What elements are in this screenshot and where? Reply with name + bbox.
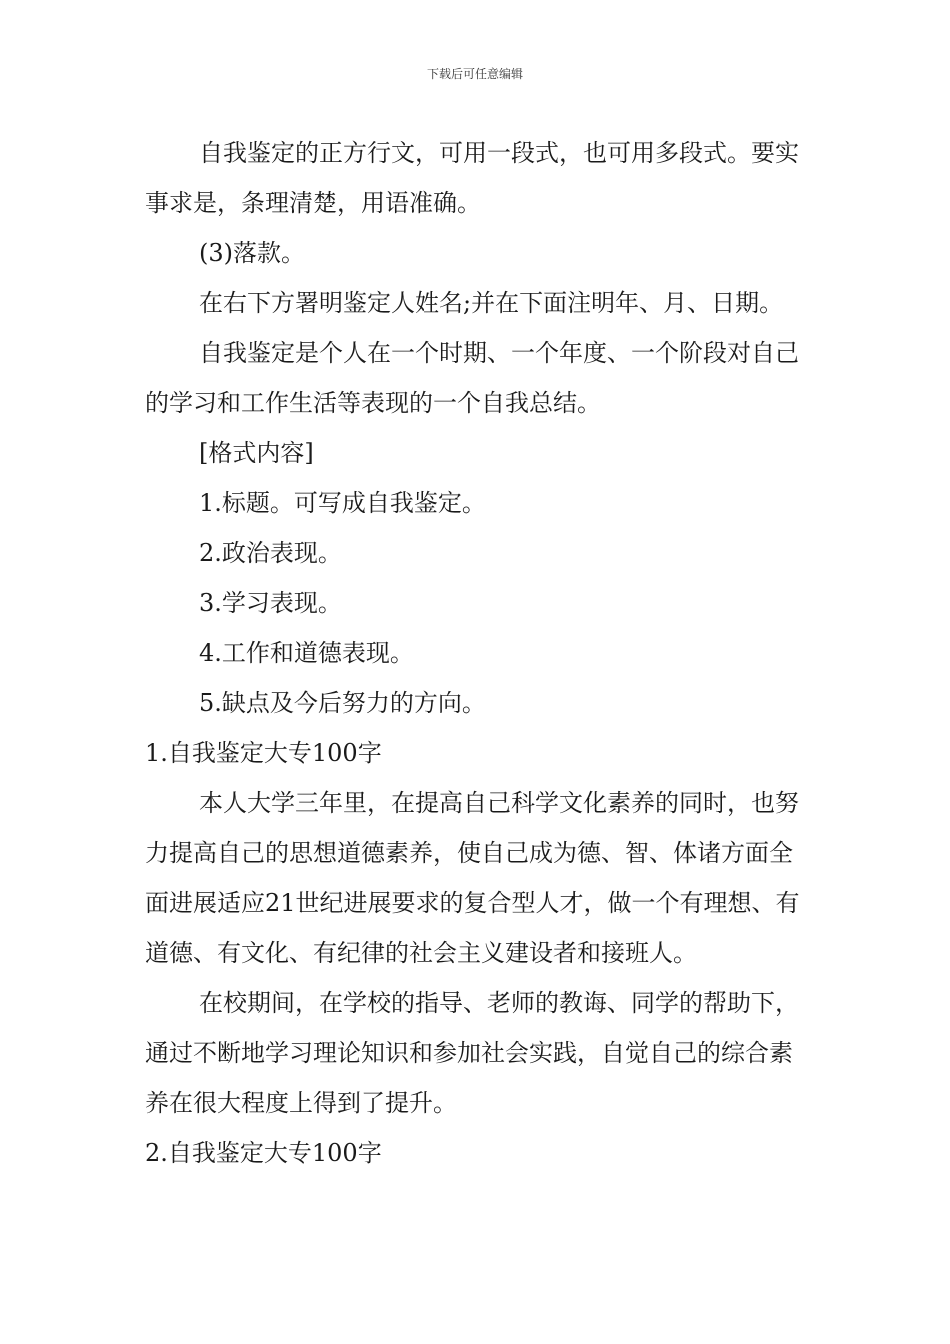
paragraph: 在校期间，在学校的指导、老师的教诲、同学的帮助下，通过不断地学习理论知识和参加社会实践，自觉自己的综合素养在很大程度上得到了提升。: [145, 989, 799, 1117]
list-item: 3.学习表现。: [199, 589, 342, 617]
paragraph: 自我鉴定的正方行文，可用一段式，也可用多段式。要实事求是，条理清楚，用语准确。: [145, 139, 799, 217]
paragraph: (3)落款。: [199, 239, 305, 267]
list-item: 5.缺点及今后努力的方向。: [199, 689, 486, 717]
paragraph: 本人大学三年里，在提高自己科学文化素养的同时，也努力提高自己的思想道德素养，使自己成为德、智、体诸方面全面进展适应21世纪进展要求的复合型人才，做一个有理想、有道德、有文化、有纪律的社会主义建设者和接班人。: [145, 789, 800, 967]
section-heading: 2.自我鉴定大专100字: [145, 1139, 382, 1167]
paragraph: 自我鉴定是个人在一个时期、一个年度、一个阶段对自己的学习和工作生活等表现的一个自我总结。: [145, 339, 799, 417]
list-item: 4.工作和道德表现。: [199, 639, 414, 667]
paragraph: 在右下方署明鉴定人姓名;并在下面注明年、月、日期。: [199, 289, 784, 317]
document-body: [145, 128, 810, 1178]
page-header: 下载后可任意编辑: [426, 67, 523, 81]
list-item: 2.政治表现。: [199, 539, 342, 567]
paragraph: [格式内容]: [199, 439, 314, 467]
section-heading: 1.自我鉴定大专100字: [145, 739, 382, 767]
list-item: 1.标题。可写成自我鉴定。: [199, 489, 486, 517]
